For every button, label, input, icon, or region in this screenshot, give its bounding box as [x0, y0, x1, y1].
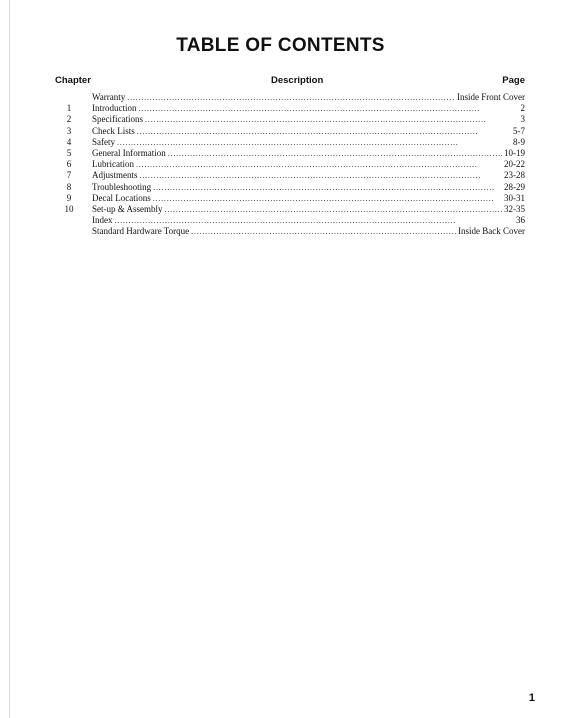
toc-entry — [55, 226, 525, 237]
toc-chapter-number: 6 — [66, 159, 72, 170]
toc-chapter-number: 4 — [66, 136, 72, 147]
toc-entry-label: Decal Locations — [92, 192, 151, 203]
description-column-header: Description — [271, 75, 324, 86]
toc-entry — [55, 182, 525, 193]
dot-leader — [115, 215, 515, 226]
toc-entry-label: General Information — [92, 147, 166, 158]
page-number: 1 — [528, 692, 535, 704]
chapter-column-header: Chapter — [55, 75, 91, 86]
toc-chapter-number: 1 — [66, 103, 72, 114]
toc-chapter-number: 5 — [66, 147, 72, 158]
dot-leader — [153, 182, 502, 193]
toc-entry — [55, 159, 525, 170]
toc-page-ref: 23-28 — [504, 170, 525, 181]
dot-leader — [127, 92, 455, 103]
toc-entry-label: Index — [92, 215, 113, 226]
page-column-header: Page — [502, 75, 525, 86]
toc-entry-label: Introduction — [92, 103, 137, 114]
toc-page-ref: 5-7 — [513, 125, 525, 136]
toc-entry — [55, 148, 525, 159]
toc-chapter-number: 9 — [66, 192, 72, 203]
toc-list — [55, 92, 525, 237]
page-title: TABLE OF CONTENTS — [176, 35, 385, 56]
dot-leader — [117, 137, 511, 148]
dot-leader — [168, 148, 502, 159]
dot-leader — [137, 126, 511, 137]
toc-chapter-number: 10 — [64, 203, 74, 214]
toc-entry-label: Lubrication — [92, 159, 134, 170]
toc-page-ref: 10-19 — [504, 147, 525, 158]
toc-entry-label: Set-up & Assembly — [92, 203, 163, 214]
toc-page-ref: Inside Front Cover — [457, 92, 525, 102]
toc-entry — [55, 193, 525, 204]
toc-entry — [55, 204, 525, 215]
toc-page-ref: 3 — [520, 114, 525, 125]
dot-leader — [145, 114, 519, 125]
toc-entry-label: Specifications — [92, 114, 143, 125]
toc-chapter-number: 3 — [66, 125, 72, 136]
dot-leader — [139, 103, 519, 114]
toc-page-ref: 30-31 — [504, 192, 525, 203]
toc-entry — [55, 103, 525, 114]
toc-chapter-number: 2 — [66, 114, 72, 125]
toc-chapter-number: 8 — [66, 181, 72, 192]
toc-entry-label: Troubleshooting — [92, 181, 152, 192]
toc-entry-label: Standard Hardware Torque — [92, 226, 190, 237]
toc-page-ref: 20-22 — [504, 159, 525, 170]
toc-page-ref: 8-9 — [513, 136, 525, 147]
toc-entry — [55, 137, 525, 148]
toc-page-ref: 2 — [520, 103, 525, 114]
toc-entry — [55, 114, 525, 125]
toc-entry — [55, 215, 525, 226]
dot-leader — [136, 159, 502, 170]
dot-leader — [153, 193, 502, 204]
toc-entry-label: Adjustments — [92, 170, 138, 181]
toc-page-ref: Inside Back Cover — [458, 226, 525, 237]
toc-entry-label: Check Lists — [92, 125, 135, 136]
toc-page-ref: 32-35 — [504, 203, 525, 214]
dot-leader — [165, 204, 502, 215]
toc-entry — [55, 126, 525, 137]
toc-chapter-number: 7 — [66, 170, 72, 181]
toc-entry — [55, 92, 525, 103]
toc-entry-label: Warranty — [92, 92, 126, 102]
dot-leader — [191, 226, 456, 237]
toc-page-ref: 36 — [516, 215, 525, 226]
toc-page-ref: 28-29 — [504, 181, 525, 192]
toc-entry — [55, 170, 525, 181]
toc-entry-label: Safety — [92, 136, 115, 147]
dot-leader — [140, 170, 502, 181]
page-edge-shadow — [9, 0, 10, 718]
